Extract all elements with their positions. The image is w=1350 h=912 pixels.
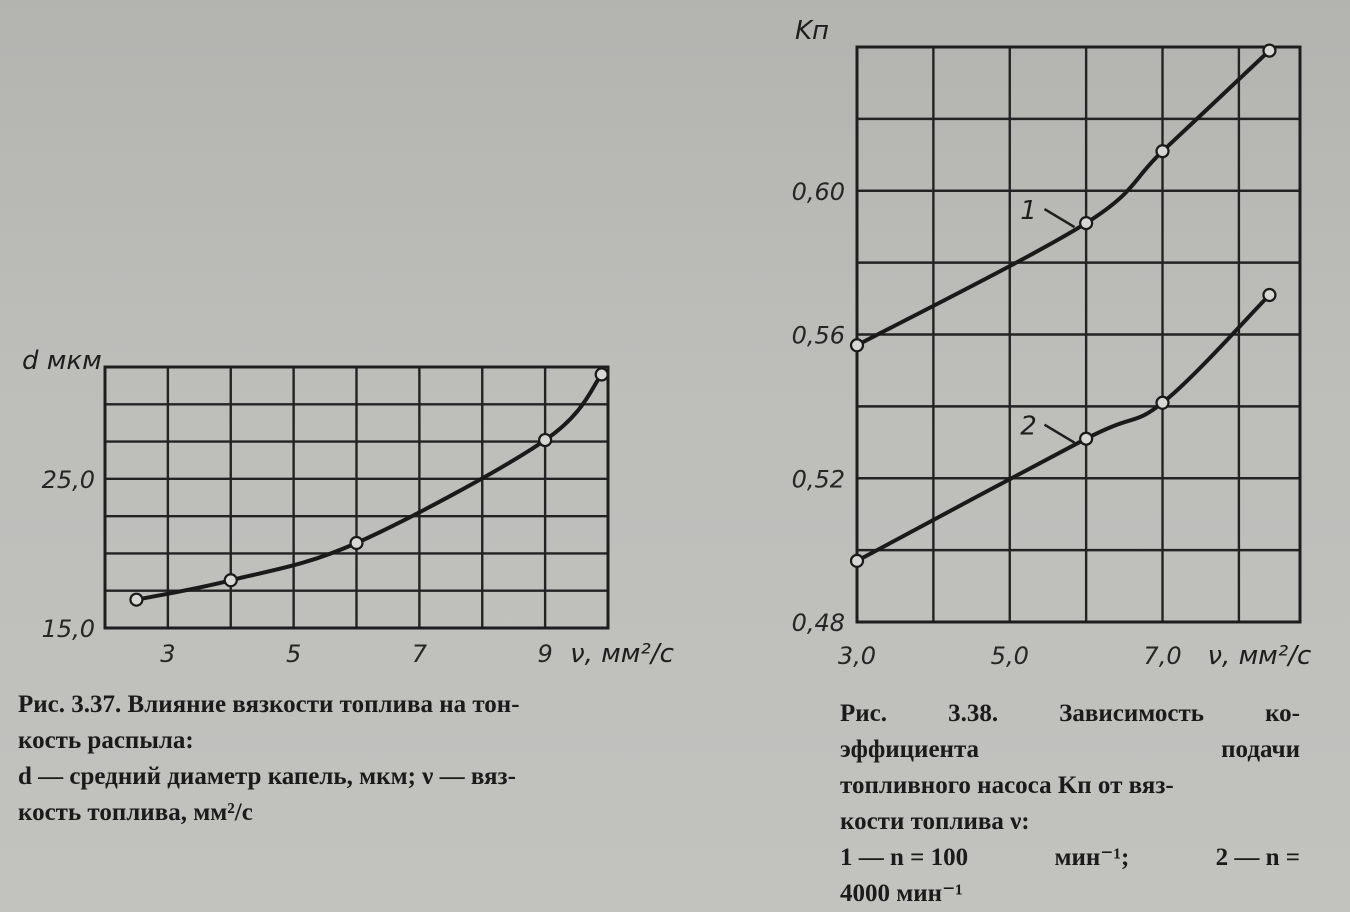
x-tick-label: 3,0 — [837, 642, 877, 670]
caption-word: 3.38. — [948, 700, 999, 727]
series-label: 1 — [1020, 196, 1037, 227]
series-leader-line — [1045, 209, 1075, 227]
caption-word: мин⁻¹; — [1054, 844, 1130, 871]
data-point — [1080, 433, 1092, 445]
caption-word: 2 — n = — [1215, 844, 1300, 871]
x-tick-label: 5 — [285, 640, 302, 668]
caption-line: кости топлива ν: — [840, 808, 1030, 835]
y-tick-label: 0,48 — [791, 609, 845, 637]
y-tick-label: 0,60 — [791, 177, 845, 206]
data-point — [851, 339, 863, 351]
y-tick-label: 15,0 — [41, 615, 95, 643]
caption-line: топливного насоса Kп от вяз- — [840, 772, 1174, 799]
series-1-curve — [857, 51, 1269, 346]
caption-line — [840, 732, 1300, 768]
data-point — [1080, 217, 1092, 229]
x-tick-label: 7,0 — [1143, 642, 1182, 670]
y-tick-label: 25,0 — [41, 465, 95, 494]
figure-caption-3-38 — [840, 696, 1300, 912]
x-tick-label: 3 — [160, 640, 176, 668]
caption-word: подачи — [1221, 736, 1300, 763]
caption-line: Рис. 3.37. Влияние вязкости топлива на тон- — [18, 691, 520, 718]
caption-line: кость распыла: — [18, 727, 194, 754]
data-point — [1263, 289, 1275, 301]
data-point — [1157, 145, 1169, 157]
caption-line: 4000 мин⁻¹ — [840, 880, 963, 907]
x-axis-label: ν, мм²/с — [570, 639, 674, 669]
caption-line — [840, 696, 1300, 732]
caption-line: d — средний диаметр капель, мкм; ν — вяз- — [18, 763, 516, 790]
caption-line: кость топлива, мм²/с — [18, 799, 253, 826]
caption-word: 1 — n = 100 — [840, 844, 969, 871]
data-point — [1263, 45, 1275, 57]
y-tick-label: 0,56 — [791, 321, 845, 350]
x-tick-label: 7 — [411, 640, 428, 668]
caption-word: Рис. — [840, 700, 888, 727]
y-tick-label: 0,52 — [791, 465, 845, 494]
x-axis-label: ν, мм²/с — [1207, 641, 1312, 671]
figure-caption-3-37 — [18, 687, 698, 831]
data-point — [1157, 397, 1169, 409]
y-axis-label: Kп — [795, 16, 830, 46]
caption-word: эффициента — [840, 736, 980, 763]
data-point — [851, 555, 863, 567]
y-axis-label: d мкм — [22, 346, 102, 376]
x-tick-label: 9 — [537, 640, 553, 668]
caption-line — [840, 840, 1300, 876]
x-tick-label: 5,0 — [990, 642, 1029, 670]
caption-word: Зависимость — [1059, 700, 1205, 727]
series-label: 2 — [1020, 411, 1037, 442]
caption-word: ко- — [1265, 700, 1300, 727]
series-leader-line — [1045, 425, 1075, 443]
